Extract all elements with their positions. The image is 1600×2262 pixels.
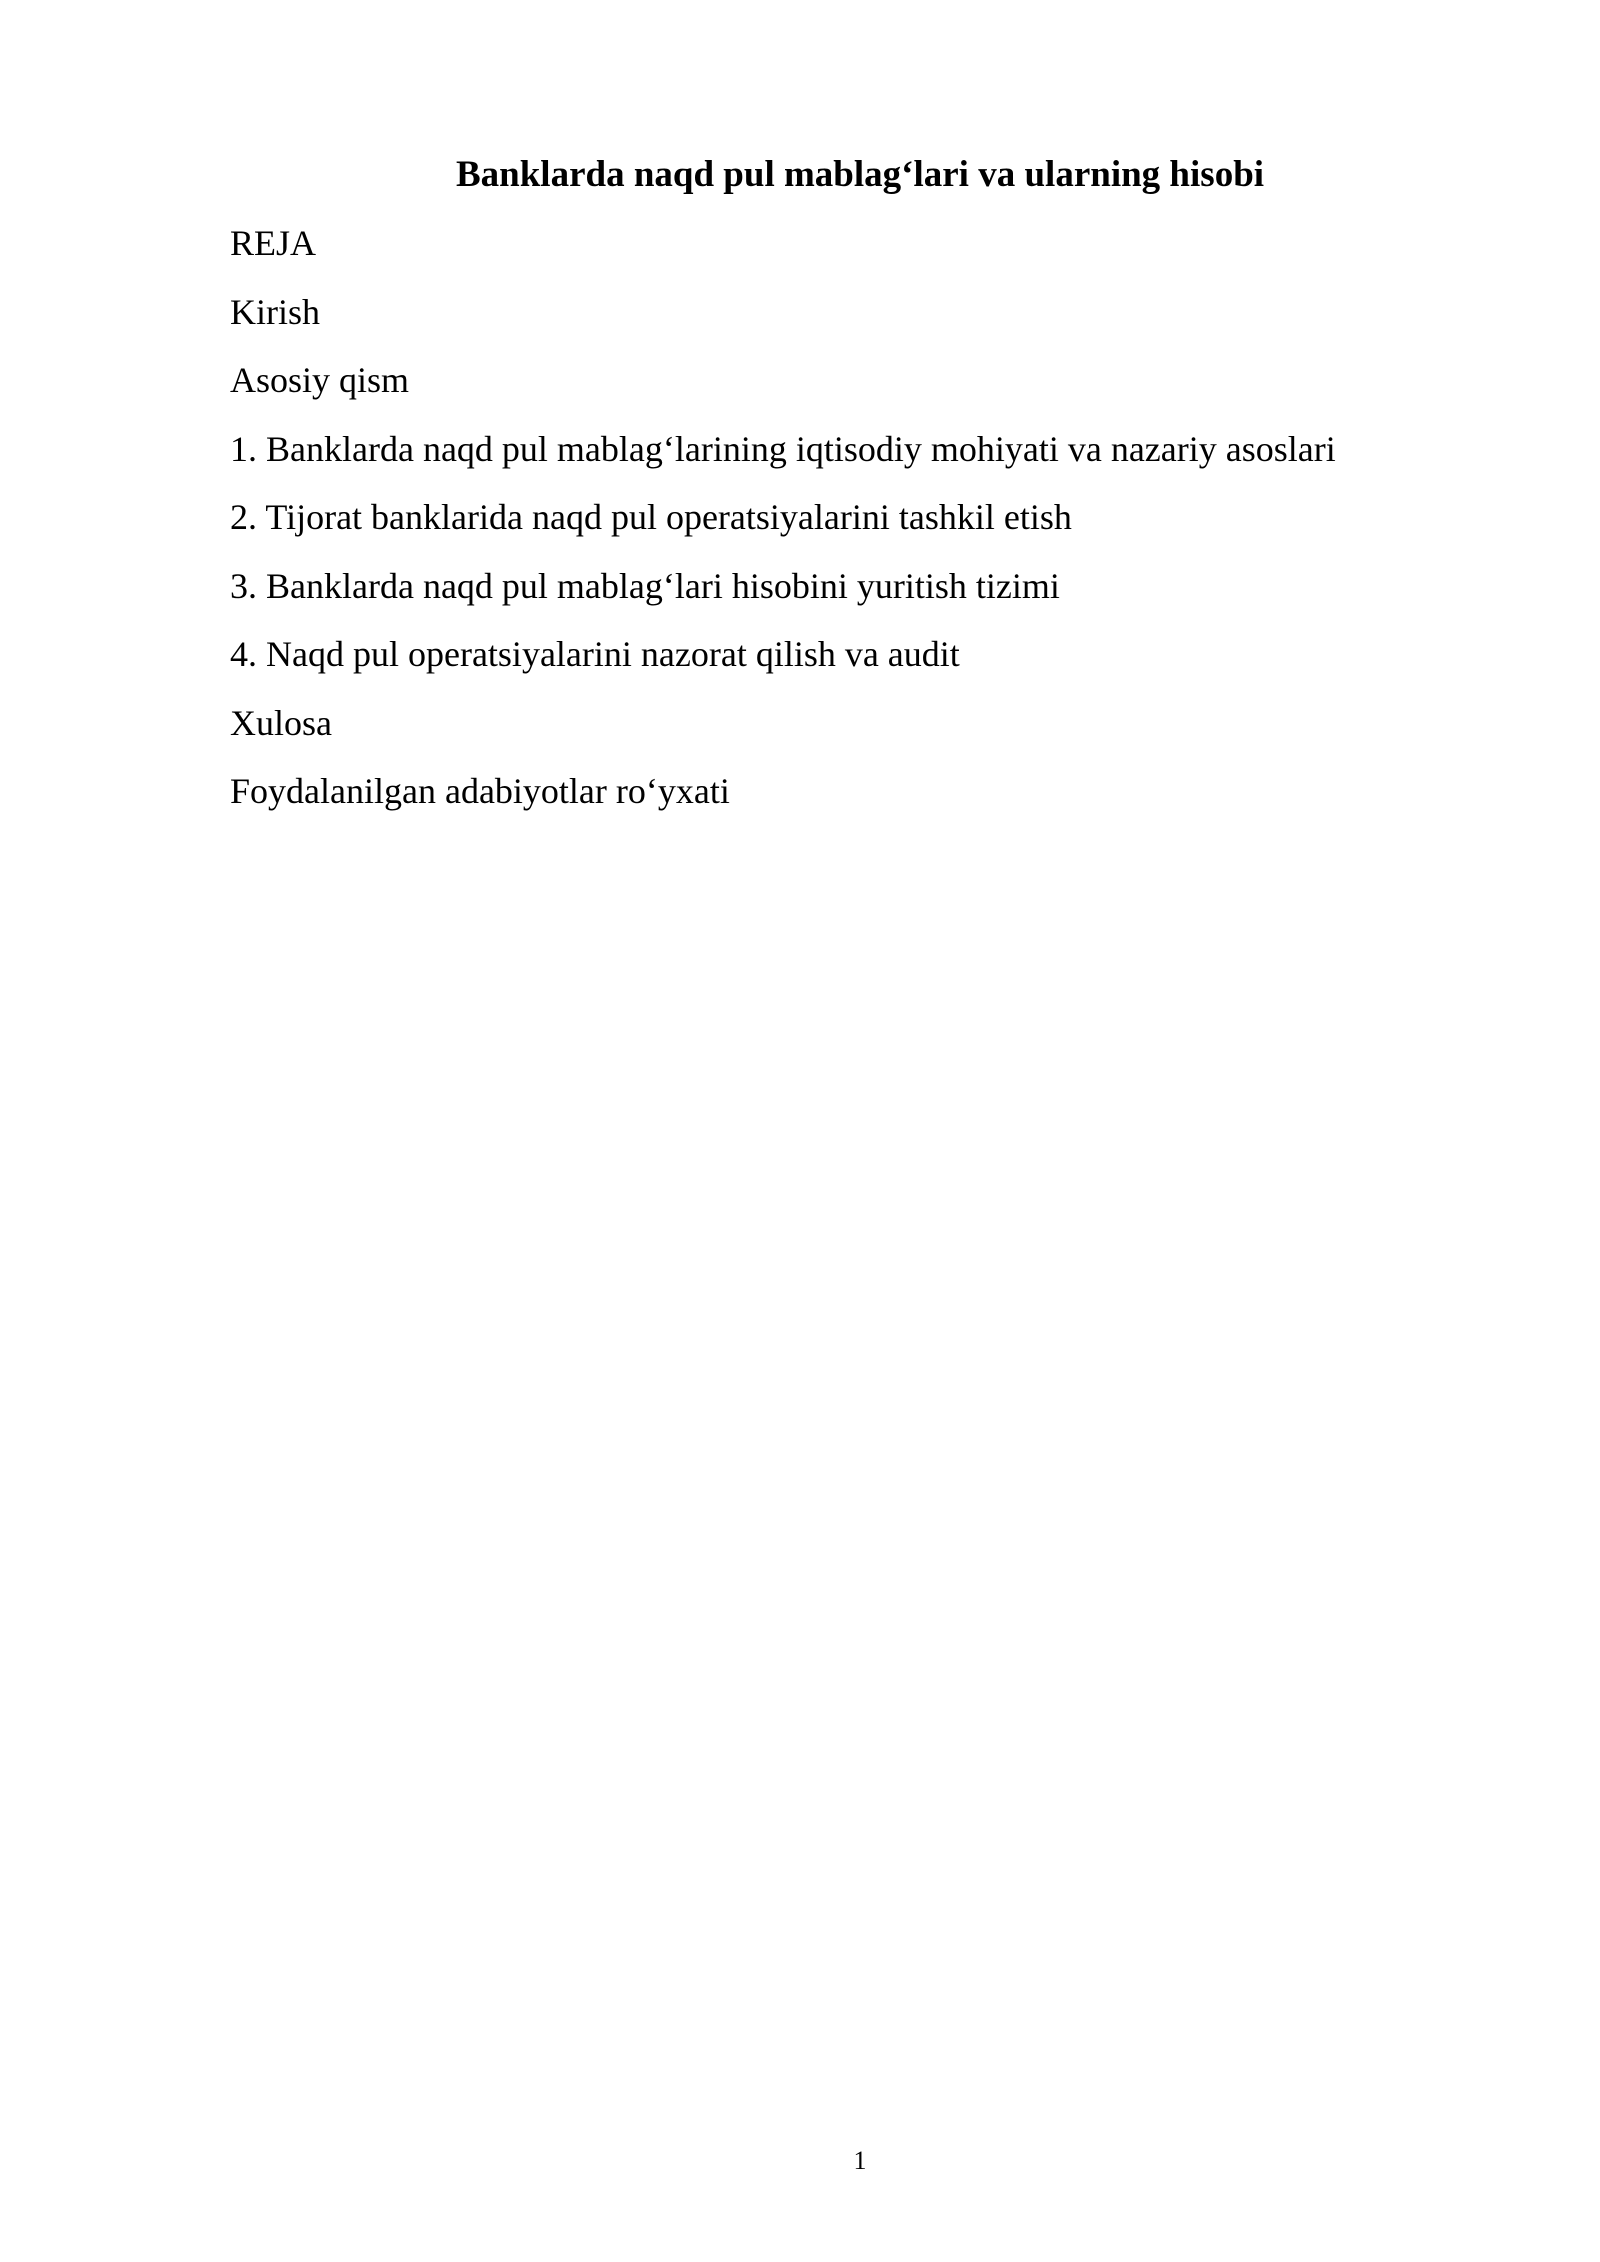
plan-item-references: Foydalanilgan adabiyotlar ro‘yxati: [230, 771, 730, 811]
plan-item-section-2: 2. Tijorat banklarida naqd pul operatsiyalarini tashkil etish: [230, 497, 1072, 537]
plan-item-section-3: 3. Banklarda naqd pul mablag‘lari hisobini yuritish tizimi: [230, 565, 1060, 606]
plan-item-section-1: 1. Banklarda naqd pul mablag‘larining iqtisodiy mohiyati va nazariy asoslari: [230, 428, 1336, 469]
plan-item-section-4: 4. Naqd pul operatsiyalarini nazorat qilish va audit: [230, 634, 960, 674]
plan-heading: REJA: [230, 223, 317, 263]
plan-list: [230, 220, 1336, 837]
plan-item-introduction: Kirish: [230, 291, 320, 332]
plan-item-main-part: Asosiy qism: [230, 360, 410, 400]
page-number: 1: [853, 2146, 867, 2175]
document-title: Banklarda naqd pul mablag‘lari va ularning hisobi: [455, 154, 1265, 195]
plan-item-conclusion: Xulosa: [230, 702, 332, 743]
